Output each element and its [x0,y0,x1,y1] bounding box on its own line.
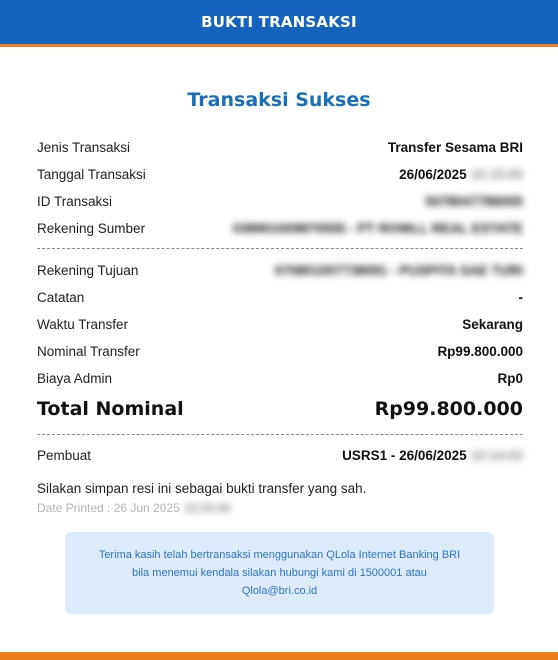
catatan-label: Catatan [37,289,85,305]
row-rekening-sumber [37,218,523,238]
date-printed-text: Date Printed : 26 Jun 2025 [37,501,180,515]
biaya-admin-label: Biaya Admin [37,370,113,386]
row-waktu-transfer [37,314,523,334]
date-printed [37,501,230,515]
header-bar [0,0,558,47]
biaya-admin-value: Rp0 [497,370,523,386]
info-line-email: Qlola@bri.co.id [241,585,318,597]
catatan-value: - [518,289,523,305]
rekening-tujuan-label: Rekening Tujuan [37,262,139,278]
divider [37,434,523,435]
rekening-sumber-value-redacted: 038901009870555 - PT ROWLL REAL ESTATE [232,220,523,236]
row-total-nominal [37,396,523,422]
header-title: BUKTI TRANSAKSI [201,13,357,31]
pembuat-label: Pembuat [37,447,92,463]
nominal-transfer-label: Nominal Transfer [37,343,140,359]
nominal-transfer-value: Rp99.800.000 [437,343,523,359]
tanggal-transaksi-date: 26/06/2025 [399,166,467,182]
rekening-tujuan-value-redacted: 070801007738091 - PUSPITA SAE TURI [274,262,523,278]
tanggal-transaksi-time-redacted: 10:15:00 [470,166,523,182]
jenis-transaksi-value: Transfer Sesama BRI [387,139,523,155]
pembuat-time-redacted: 10:14:02 [470,447,523,463]
row-biaya-admin [37,368,523,388]
pembuat-user-date: USRS1 - 26/06/2025 [342,447,467,463]
footer-bar [0,652,558,660]
date-printed-time-redacted: 10:20:44 [183,501,231,515]
row-catatan [37,287,523,307]
divider [37,248,523,249]
receipt-note: Silakan simpan resi ini sebagai bukti transfer yang sah. [37,481,367,496]
id-transaksi-value-redacted: 5078047786005 [425,193,523,209]
row-pembuat [37,445,523,465]
tanggal-transaksi-value [399,167,523,182]
jenis-transaksi-label: Jenis Transaksi [37,139,131,155]
total-nominal-value: Rp99.800.000 [374,398,523,420]
row-tanggal-transaksi [37,164,523,184]
info-line-thanks: Terima kasih telah bertransaksi menggunakan QLola Internet Banking BRI [98,549,461,561]
waktu-transfer-label: Waktu Transfer [37,316,129,332]
waktu-transfer-value: Sekarang [462,316,523,332]
row-rekening-tujuan [37,260,523,280]
status-title: Transaksi Sukses [187,89,371,111]
row-jenis-transaksi [37,137,523,157]
row-id-transaksi [37,191,523,211]
rekening-sumber-label: Rekening Sumber [37,220,146,236]
info-line-contact: bila menemui kendala silakan hubungi kami di 1500001 atau [132,567,427,579]
info-box [65,532,494,614]
tanggal-transaksi-label: Tanggal Transaksi [37,166,146,182]
total-nominal-label: Total Nominal [37,398,184,420]
pembuat-value [342,448,523,463]
row-nominal-transfer [37,341,523,361]
id-transaksi-label: ID Transaksi [37,193,113,209]
